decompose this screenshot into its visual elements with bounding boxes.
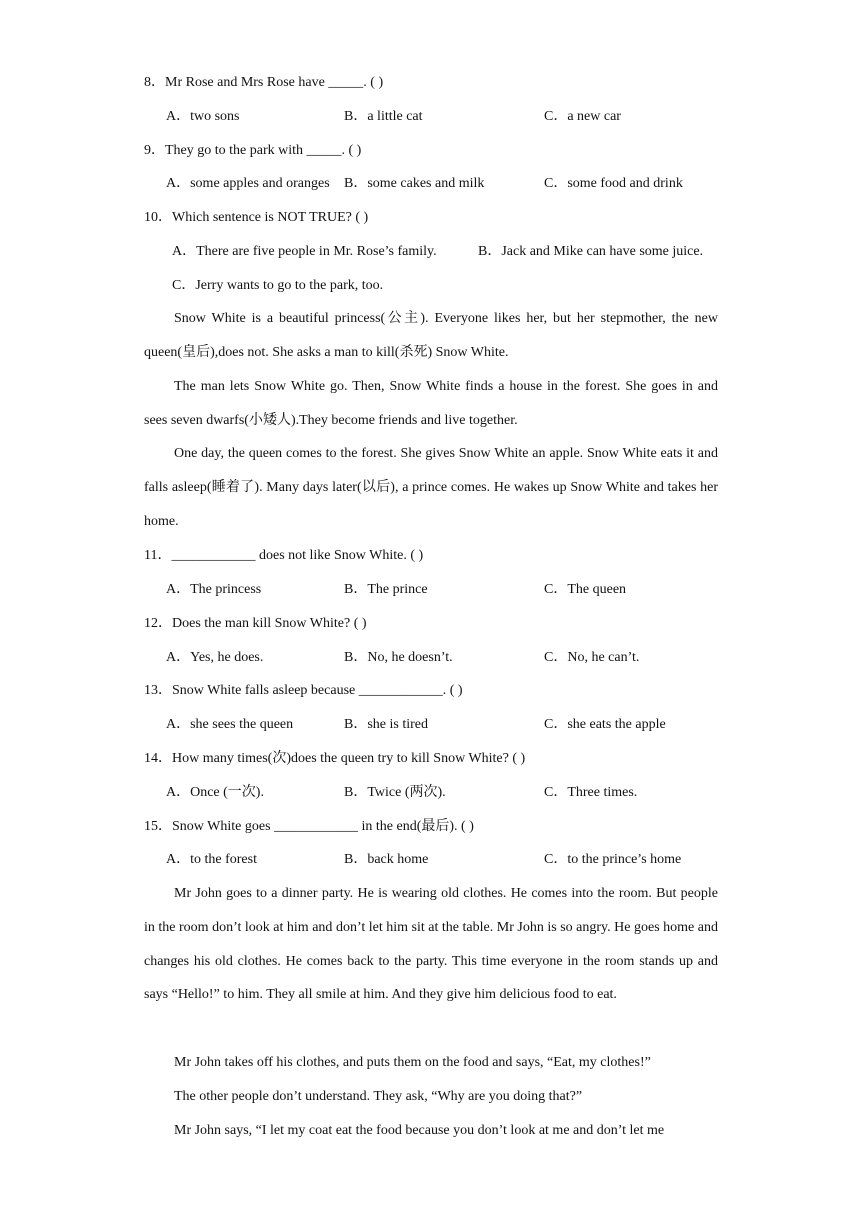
- q10-option-c: C．Jerry wants to go to the park, too.: [172, 278, 384, 293]
- q12-option-c: C．No, he can’t.: [544, 650, 640, 665]
- q15-option-b: B．back home: [344, 852, 429, 867]
- question-12: 12．Does the man kill Snow White? ( ): [144, 616, 367, 631]
- q15-option-a: A．to the forest: [166, 852, 257, 867]
- question-8: 8．Mr Rose and Mrs Rose have _____. ( ): [144, 75, 384, 90]
- q8-option-a: A．two sons: [166, 109, 240, 124]
- q9-option-c: C．some food and drink: [544, 176, 683, 191]
- q12-option-a: A．Yes, he does.: [166, 650, 264, 665]
- q15-option-c: C．to the prince’s home: [544, 852, 682, 867]
- question-13: 13．Snow White falls asleep because ____________. ( ): [144, 683, 463, 698]
- q9-option-a: A．some apples and oranges: [166, 176, 330, 191]
- q14-option-c: C．Three times.: [544, 785, 638, 800]
- passage-snow-white-p3: One day, the queen comes to the forest. She gives Snow White an apple. Snow White eats it and falls asleep(睡着了). Many days later(以后), a prince comes. He wakes up Snow White and takes her home.: [144, 446, 718, 529]
- question-11: 11．____________ does not like Snow White. ( ): [144, 548, 424, 563]
- q11-option-b: B．The prince: [344, 582, 428, 597]
- q9-option-b: B．some cakes and milk: [344, 176, 485, 191]
- q13-option-a: A．she sees the queen: [166, 717, 294, 732]
- q14-option-a: A．Once (一次).: [166, 785, 264, 800]
- q10-option-a: A．There are five people in Mr. Rose’s family.: [172, 244, 437, 259]
- passage-snow-white-p1: Snow White is a beautiful princess(公主). Everyone likes her, but her stepmother, the new queen(皇后),does not. She asks a man to kill(杀死) Snow White.: [144, 311, 718, 360]
- passage-snow-white-p2: The man lets Snow White go. Then, Snow White finds a house in the forest. She goes in and sees seven dwarfs(小矮人).They become friends and live together.: [144, 379, 718, 428]
- q8-option-c: C．a new car: [544, 109, 621, 124]
- q8-option-b: B．a little cat: [344, 109, 423, 124]
- q10-option-b: B．Jack and Mike can have some juice.: [478, 244, 704, 259]
- passage-mr-john-p1: Mr John goes to a dinner party. He is wearing old clothes. He comes into the room. But people in the room don’t look at him and don’t let him sit at the table. Mr John is so angry. He goes home and changes his old clothes. He comes back to the party. This time everyone in the room stands up and says “Hello!” to him. They all smile at him. And they give him delicious food to eat.: [144, 886, 718, 1003]
- question-15: 15．Snow White goes ____________ in the end(最后). ( ): [144, 819, 474, 834]
- passage-mr-john-p2: Mr John takes off his clothes, and puts them on the food and says, “Eat, my clothes!”: [174, 1055, 651, 1070]
- q11-option-c: C．The queen: [544, 582, 627, 597]
- q14-option-b: B．Twice (两次).: [344, 785, 446, 800]
- question-9: 9．They go to the park with _____. ( ): [144, 143, 362, 158]
- q13-option-c: C．she eats the apple: [544, 717, 666, 732]
- q12-option-b: B．No, he doesn’t.: [344, 650, 453, 665]
- question-10: 10．Which sentence is NOT TRUE? ( ): [144, 210, 369, 225]
- passage-mr-john-p3: The other people don’t understand. They ask, “Why are you doing that?”: [174, 1089, 583, 1104]
- question-14: 14．How many times(次)does the queen try to kill Snow White? ( ): [144, 751, 526, 766]
- passage-mr-john-p4: Mr John says, “I let my coat eat the food because you don’t look at me and don’t let me: [174, 1123, 665, 1138]
- q11-option-a: A．The princess: [166, 582, 262, 597]
- q13-option-b: B．she is tired: [344, 717, 428, 732]
